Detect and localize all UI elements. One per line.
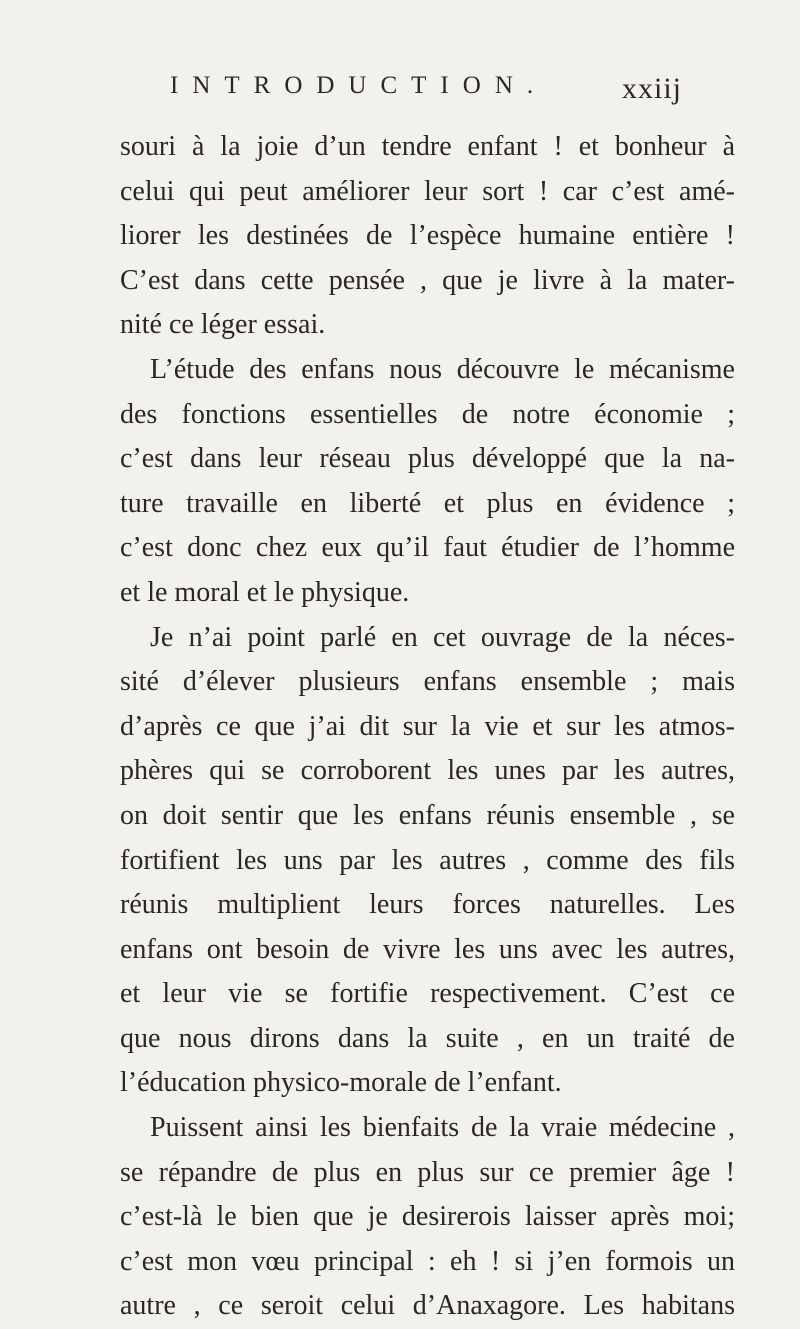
text-line: sité d’élever plusieurs enfans ensemble ; mais bbox=[120, 666, 735, 698]
text-line: celui qui peut améliorer leur sort ! car c’est amé- bbox=[120, 175, 735, 207]
text-line: c’est donc chez eux qu’il faut étudier de l’homme bbox=[120, 532, 735, 564]
text-line: c’est mon vœu principal : eh ! si j’en formois un bbox=[120, 1245, 735, 1277]
text-line: que nous dirons dans la suite , en un traité de bbox=[120, 1022, 735, 1054]
body-text bbox=[120, 125, 735, 1329]
text-line: nité ce léger essai. bbox=[120, 309, 326, 341]
running-head bbox=[170, 72, 682, 112]
text-line: ture travaille en liberté et plus en évidence ; bbox=[120, 487, 735, 519]
text-line: c’est-là le bien que je desirerois laisser après moi; bbox=[120, 1201, 735, 1233]
text-line: C’est dans cette pensée , que je livre à la mater- bbox=[120, 264, 735, 296]
text-line: fortifient les uns par les autres , comme des fils bbox=[120, 844, 735, 876]
text-line: se répandre de plus en plus sur ce premier âge ! bbox=[120, 1156, 735, 1188]
page-number: xxiij bbox=[621, 72, 682, 105]
text-line: L’étude des enfans nous découvre le mécanisme bbox=[150, 353, 735, 385]
text-line: d’après ce que j’ai dit sur la vie et sur les atmos- bbox=[120, 710, 735, 742]
text-line: Puissent ainsi les bienfaits de la vraie médecine , bbox=[150, 1112, 735, 1144]
text-line: c’est dans leur réseau plus développé que la na- bbox=[120, 443, 735, 475]
text-line: l’éducation physico-morale de l’enfant. bbox=[120, 1067, 562, 1099]
text-line: liorer les destinées de l’espèce humaine entière ! bbox=[120, 220, 735, 252]
text-line: et leur vie se fortifie respectivement. C’est ce bbox=[120, 978, 735, 1010]
text-line: Je n’ai point parlé en cet ouvrage de la néces- bbox=[150, 621, 735, 653]
text-line: on doit sentir que les enfans réunis ensemble , se bbox=[120, 799, 735, 831]
text-line: enfans ont besoin de vivre les uns avec les autres, bbox=[120, 933, 735, 965]
text-line: réunis multiplient leurs forces naturelles. Les bbox=[120, 889, 735, 921]
text-line: autre , ce seroit celui d’Anaxagore. Les habitans bbox=[120, 1290, 735, 1322]
text-line: souri à la joie d’un tendre enfant ! et bonheur à bbox=[120, 131, 735, 162]
text-line: et le moral et le physique. bbox=[120, 576, 410, 608]
text-line: des fonctions essentielles de notre économie ; bbox=[120, 398, 735, 430]
text-line: phères qui se corroborent les unes par les autres, bbox=[120, 755, 735, 787]
running-title: INTRODUCTION. bbox=[170, 72, 548, 99]
